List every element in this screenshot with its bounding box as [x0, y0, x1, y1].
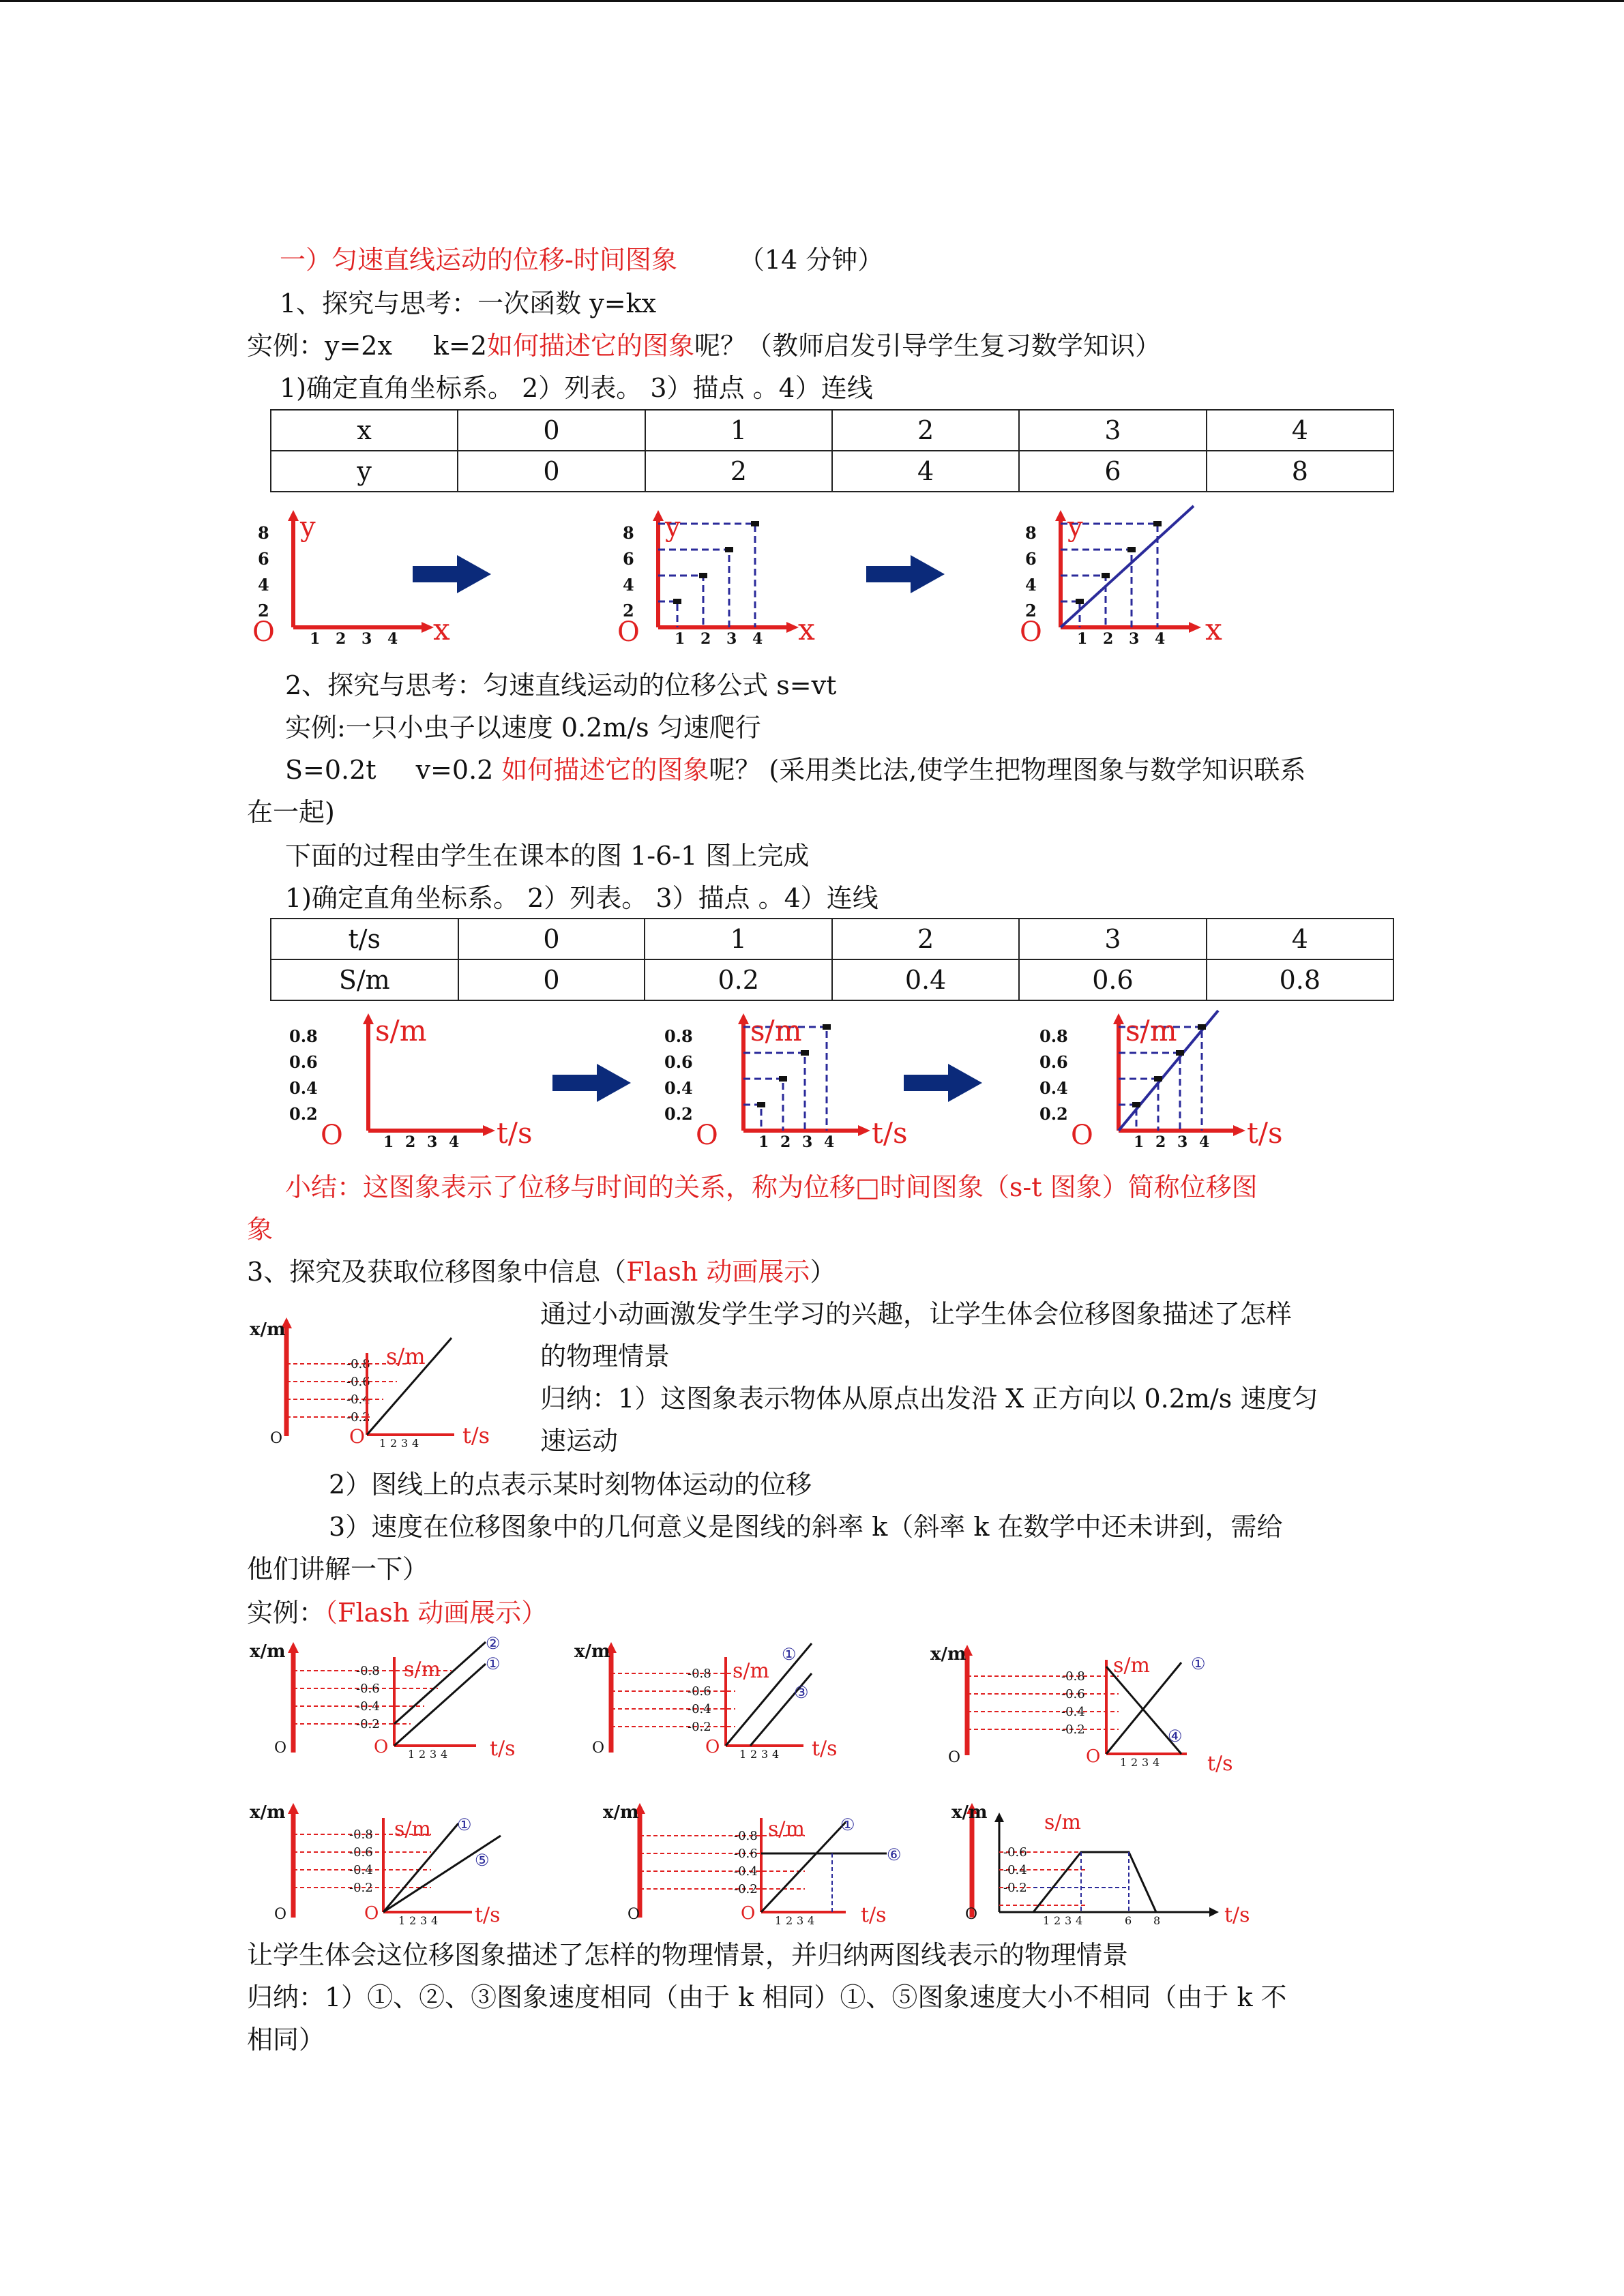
example-2: 实例:一只小虫子以速度 0.2m/s 匀速爬行: [285, 713, 761, 743]
svg-text:2: 2: [623, 601, 634, 621]
procedure: 下面的过程由学生在课本的图 1-6-1 图上完成: [285, 841, 810, 871]
svg-text:4: 4: [449, 1133, 460, 1150]
svg-text:O: O: [628, 1906, 640, 1923]
svg-text:2: 2: [780, 1133, 791, 1150]
para-7: 他们讲解一下）: [247, 1554, 429, 1584]
table-row: y 0 2 4 6 8: [271, 451, 1393, 492]
svg-text:2: 2: [336, 630, 346, 646]
svg-text:1: 1: [1134, 1133, 1145, 1150]
svg-text:4: 4: [387, 630, 398, 646]
svg-text:①: ①: [840, 1815, 855, 1834]
svg-text:O: O: [321, 1120, 343, 1150]
svg-text:s/m: s/m: [404, 1658, 441, 1682]
svg-text:⑥: ⑥: [887, 1845, 902, 1864]
svg-text:①: ①: [457, 1815, 472, 1834]
svg-text:-0.6: -0.6: [356, 1682, 380, 1696]
svg-text:2: 2: [390, 1437, 398, 1448]
svg-text:3: 3: [1065, 1914, 1072, 1927]
svg-text:-0.6: -0.6: [1003, 1845, 1027, 1860]
svg-text:-0.2: -0.2: [356, 1717, 380, 1731]
table-row: t/s 0 1 2 3 4: [271, 919, 1393, 959]
svg-text:3: 3: [726, 630, 737, 646]
svg-text:3: 3: [1129, 630, 1140, 648]
svg-text:2: 2: [1131, 1756, 1138, 1769]
example-2b-cont: 在一起): [247, 797, 335, 827]
svg-text:-0.4: -0.4: [1003, 1863, 1027, 1877]
svg-text:4: 4: [1025, 575, 1037, 595]
steps-1: 1)确定直角坐标系。 2）列表。 3）描点 。4）连线: [280, 373, 873, 403]
svg-text:3: 3: [361, 630, 372, 646]
svg-text:2: 2: [419, 1748, 426, 1759]
svg-text:1: 1: [1077, 630, 1088, 648]
svg-text:4: 4: [431, 1914, 439, 1927]
example-2b: S=0.2t v=0.2 如何描述它的图象呢？ (采用类比法,使学生把物理图象与数学知识联系: [285, 755, 1306, 785]
svg-text:4: 4: [808, 1914, 815, 1927]
svg-text:4: 4: [1153, 1756, 1160, 1769]
svg-text:x/m: x/m: [951, 1802, 988, 1823]
graph-flash-3: [572, 1637, 858, 1759]
section-3-title: 3、探究及获取位移图象中信息（Flash 动画展示）: [247, 1257, 836, 1287]
svg-text:x/m: x/m: [250, 1641, 286, 1662]
svg-text:O: O: [349, 1425, 365, 1448]
svg-text:4: 4: [1199, 1133, 1210, 1150]
svg-text:0.2: 0.2: [664, 1104, 693, 1124]
svg-text:①: ①: [1191, 1654, 1206, 1673]
svg-text:8: 8: [1153, 1914, 1161, 1927]
svg-text:8: 8: [258, 523, 269, 543]
svg-text:s/m: s/m: [1044, 1810, 1081, 1834]
svg-text:4: 4: [752, 630, 763, 646]
arrow-right-icon: [549, 1062, 638, 1103]
svg-text:2: 2: [700, 630, 711, 646]
graph-flash-5: [247, 1798, 533, 1927]
svg-text:-0.8: -0.8: [734, 1829, 758, 1843]
table-ts: [270, 918, 1394, 1001]
svg-text:3: 3: [797, 1914, 804, 1927]
svg-text:O: O: [374, 1737, 389, 1757]
table-xy: [270, 409, 1394, 492]
svg-text:x/m: x/m: [574, 1641, 610, 1662]
graph-flash-2: [247, 1637, 533, 1759]
svg-text:1: 1: [1043, 1914, 1050, 1927]
svg-text:0.2: 0.2: [1039, 1104, 1068, 1124]
arrow-right-icon: [900, 1062, 989, 1103]
para-4: 速运动: [540, 1426, 619, 1456]
example-3: 实例：（Flash 动画展示）: [247, 1598, 548, 1628]
svg-text:2: 2: [1054, 1914, 1061, 1927]
svg-text:3: 3: [1142, 1756, 1149, 1769]
svg-text:3: 3: [802, 1133, 813, 1150]
svg-text:-0.2: -0.2: [1003, 1881, 1027, 1895]
svg-text:①: ①: [782, 1645, 797, 1664]
svg-text:0.8: 0.8: [664, 1026, 693, 1046]
table-row: S/m 0 0.2 0.4 0.6 0.8: [271, 959, 1393, 1000]
svg-text:O: O: [592, 1740, 605, 1757]
svg-text:t/s: t/s: [475, 1903, 501, 1927]
svg-text:-0.8: -0.8: [356, 1664, 380, 1678]
svg-text:-0.6: -0.6: [688, 1684, 711, 1699]
page-top-rule: [0, 0, 1624, 2]
example-1: 实例：y=2x k=2如何描述它的图象呢？（教师启发引导学生复习数学知识）: [247, 331, 1161, 361]
svg-text:-0.2: -0.2: [346, 1410, 370, 1425]
arrow-right-icon: [409, 554, 498, 595]
svg-text:1: 1: [1120, 1756, 1127, 1769]
svg-text:2: 2: [1025, 601, 1037, 621]
svg-text:1: 1: [739, 1748, 747, 1759]
summary: 小结：这图象表示了位移与时间的关系，称为位移□时间图象（s-t 图象）简称位移图: [285, 1172, 1258, 1202]
svg-text:-0.8: -0.8: [688, 1667, 711, 1681]
graph-flash-6: [600, 1798, 928, 1927]
svg-text:s/m: s/m: [375, 1014, 427, 1047]
svg-text:y: y: [1067, 511, 1083, 543]
svg-text:3: 3: [401, 1437, 409, 1448]
svg-text:0.8: 0.8: [289, 1026, 318, 1046]
steps-2: 1)确定直角坐标系。 2）列表。 3）描点 。4）连线: [285, 883, 879, 913]
svg-text:O: O: [274, 1740, 287, 1757]
svg-text:t/s: t/s: [462, 1422, 490, 1448]
svg-text:x: x: [433, 612, 450, 646]
section-title: 一）匀速直线运动的位移-时间图象 （14 分钟）: [280, 245, 884, 275]
svg-text:-0.4: -0.4: [688, 1702, 711, 1716]
svg-text:s/m: s/m: [1125, 1014, 1177, 1047]
svg-text:t/s: t/s: [1207, 1752, 1233, 1776]
para-3: 归纳：1）这图象表示物体从原点出发沿 X 正方向以 0.2m/s 速度匀: [540, 1384, 1318, 1414]
svg-text:x/m: x/m: [250, 1320, 286, 1340]
svg-text:1: 1: [408, 1748, 415, 1759]
graph-xy-line: [1013, 505, 1245, 648]
svg-text:t/s: t/s: [872, 1116, 908, 1150]
svg-text:s/m: s/m: [733, 1659, 769, 1683]
svg-text:O: O: [364, 1903, 379, 1924]
conclusion-2: 归纳：1）①、②、③图象速度相同（由于 k 相同）①、⑤图象速度大小不相同（由于 k 不: [247, 1982, 1287, 2012]
svg-text:t/s: t/s: [490, 1737, 516, 1759]
svg-text:6: 6: [258, 549, 269, 569]
svg-text:x: x: [1205, 612, 1222, 647]
svg-text:④: ④: [1168, 1727, 1183, 1746]
svg-text:s/m: s/m: [768, 1817, 805, 1841]
svg-text:①: ①: [486, 1654, 501, 1673]
svg-text:3: 3: [761, 1748, 769, 1759]
svg-text:6: 6: [623, 549, 634, 569]
svg-text:2: 2: [409, 1914, 417, 1927]
graph-xy-points: [610, 510, 836, 646]
svg-text:-0.6: -0.6: [346, 1375, 370, 1389]
svg-text:-0.2: -0.2: [1061, 1723, 1085, 1737]
svg-text:1: 1: [758, 1133, 769, 1150]
svg-text:1: 1: [310, 630, 321, 646]
svg-text:1: 1: [675, 630, 685, 646]
svg-text:0.4: 0.4: [664, 1078, 693, 1098]
svg-text:-0.2: -0.2: [349, 1881, 373, 1895]
svg-text:-0.2: -0.2: [688, 1720, 711, 1734]
svg-text:4: 4: [772, 1748, 780, 1759]
svg-text:4: 4: [1155, 630, 1166, 648]
svg-text:s/m: s/m: [750, 1014, 802, 1047]
svg-text:-0.6: -0.6: [349, 1845, 373, 1860]
svg-text:3: 3: [430, 1748, 437, 1759]
svg-text:1: 1: [379, 1437, 387, 1448]
question-2: 2、探究与思考：匀速直线运动的位移公式 s=vt: [285, 670, 837, 700]
graph-flash-7: [951, 1798, 1279, 1927]
svg-text:-0.6: -0.6: [1061, 1687, 1085, 1701]
svg-text:0.4: 0.4: [1039, 1078, 1068, 1098]
svg-text:s/m: s/m: [1113, 1654, 1150, 1678]
svg-text:O: O: [1071, 1120, 1093, 1150]
svg-text:t/s: t/s: [1247, 1116, 1283, 1150]
svg-text:6: 6: [1125, 1914, 1132, 1927]
svg-text:0.4: 0.4: [289, 1078, 318, 1098]
svg-text:-0.8: -0.8: [1061, 1669, 1085, 1684]
svg-text:s/m: s/m: [386, 1343, 426, 1369]
svg-text:4: 4: [1076, 1914, 1083, 1927]
svg-text:1: 1: [775, 1914, 782, 1927]
question-1: 1、探究与思考：一次函数 y=kx: [280, 288, 657, 318]
para-6: 3）速度在位移图象中的几何意义是图线的斜率 k（斜率 k 在数学中还未讲到，需给: [329, 1512, 1283, 1542]
svg-text:1: 1: [398, 1914, 406, 1927]
svg-text:⑤: ⑤: [475, 1851, 490, 1870]
svg-text:-0.4: -0.4: [349, 1863, 373, 1877]
svg-text:4: 4: [623, 575, 634, 595]
svg-text:4: 4: [824, 1133, 835, 1150]
svg-text:0.2: 0.2: [289, 1104, 318, 1124]
svg-text:x/m: x/m: [603, 1802, 639, 1823]
svg-text:-0.4: -0.4: [356, 1699, 380, 1714]
para-5: 2）图线上的点表示某时刻物体运动的位移: [329, 1470, 812, 1500]
svg-text:t/s: t/s: [812, 1737, 838, 1759]
svg-text:O: O: [965, 1906, 978, 1923]
para-2: 的物理情景: [540, 1341, 670, 1371]
svg-text:1: 1: [383, 1133, 394, 1150]
svg-text:4: 4: [258, 575, 269, 595]
svg-text:-0.4: -0.4: [734, 1864, 758, 1879]
svg-text:t/s: t/s: [497, 1116, 533, 1150]
svg-text:2: 2: [405, 1133, 416, 1150]
svg-text:8: 8: [623, 523, 634, 543]
svg-text:x/m: x/m: [930, 1644, 966, 1665]
svg-text:s/m: s/m: [394, 1817, 431, 1841]
svg-text:O: O: [705, 1737, 720, 1757]
svg-text:-0.4: -0.4: [346, 1392, 370, 1407]
conclusion-1: 让学生体会这位移图象描述了怎样的物理情景，并归纳两图线表示的物理情景: [247, 1940, 1129, 1970]
svg-text:O: O: [617, 616, 640, 646]
svg-text:3: 3: [1177, 1133, 1188, 1150]
svg-text:y: y: [665, 511, 681, 543]
svg-text:3: 3: [420, 1914, 428, 1927]
svg-text:O: O: [270, 1430, 283, 1447]
graph-st-line: [1030, 1009, 1344, 1150]
svg-text:-0.8: -0.8: [346, 1357, 370, 1371]
svg-text:0.6: 0.6: [1039, 1052, 1068, 1072]
svg-text:t/s: t/s: [861, 1903, 887, 1927]
svg-text:0.8: 0.8: [1039, 1026, 1068, 1046]
svg-text:8: 8: [1025, 523, 1037, 543]
svg-text:O: O: [1086, 1746, 1101, 1767]
svg-text:2: 2: [1103, 630, 1114, 648]
svg-text:4: 4: [412, 1437, 419, 1448]
svg-text:2: 2: [258, 601, 269, 621]
svg-text:x: x: [798, 612, 815, 646]
svg-text:3: 3: [427, 1133, 438, 1150]
svg-text:-0.4: -0.4: [1061, 1705, 1085, 1719]
svg-text:x/m: x/m: [250, 1802, 286, 1823]
svg-text:O: O: [274, 1906, 287, 1923]
svg-text:0.6: 0.6: [289, 1052, 318, 1072]
svg-text:-0.8: -0.8: [349, 1828, 373, 1842]
svg-text:O: O: [741, 1903, 756, 1924]
svg-text:2: 2: [786, 1914, 793, 1927]
svg-text:2: 2: [1155, 1133, 1166, 1150]
arrow-right-icon: [863, 554, 951, 595]
svg-text:y: y: [300, 511, 316, 543]
para-1: 通过小动画激发学生学习的兴趣，让学生体会位移图象描述了怎样: [540, 1299, 1293, 1329]
svg-text:-0.6: -0.6: [734, 1847, 758, 1861]
svg-text:2: 2: [750, 1748, 758, 1759]
svg-text:0.6: 0.6: [664, 1052, 693, 1072]
svg-text:-0.2: -0.2: [734, 1882, 758, 1896]
graph-flash-1: [247, 1312, 520, 1448]
svg-text:O: O: [252, 616, 275, 646]
svg-text:O: O: [1020, 616, 1042, 648]
svg-text:②: ②: [486, 1637, 501, 1653]
svg-text:6: 6: [1025, 549, 1037, 569]
svg-text:4: 4: [441, 1748, 448, 1759]
table-row: x 0 1 2 3 4: [271, 410, 1393, 451]
svg-text:O: O: [696, 1120, 718, 1150]
summary-cont: 象: [247, 1214, 274, 1244]
graph-st-axes: [280, 1013, 580, 1150]
svg-text:O: O: [948, 1749, 961, 1766]
graph-flash-4: [928, 1639, 1282, 1776]
svg-text:③: ③: [794, 1683, 809, 1702]
conclusion-3: 相同）: [247, 2025, 325, 2055]
svg-text:t/s: t/s: [1224, 1903, 1250, 1927]
